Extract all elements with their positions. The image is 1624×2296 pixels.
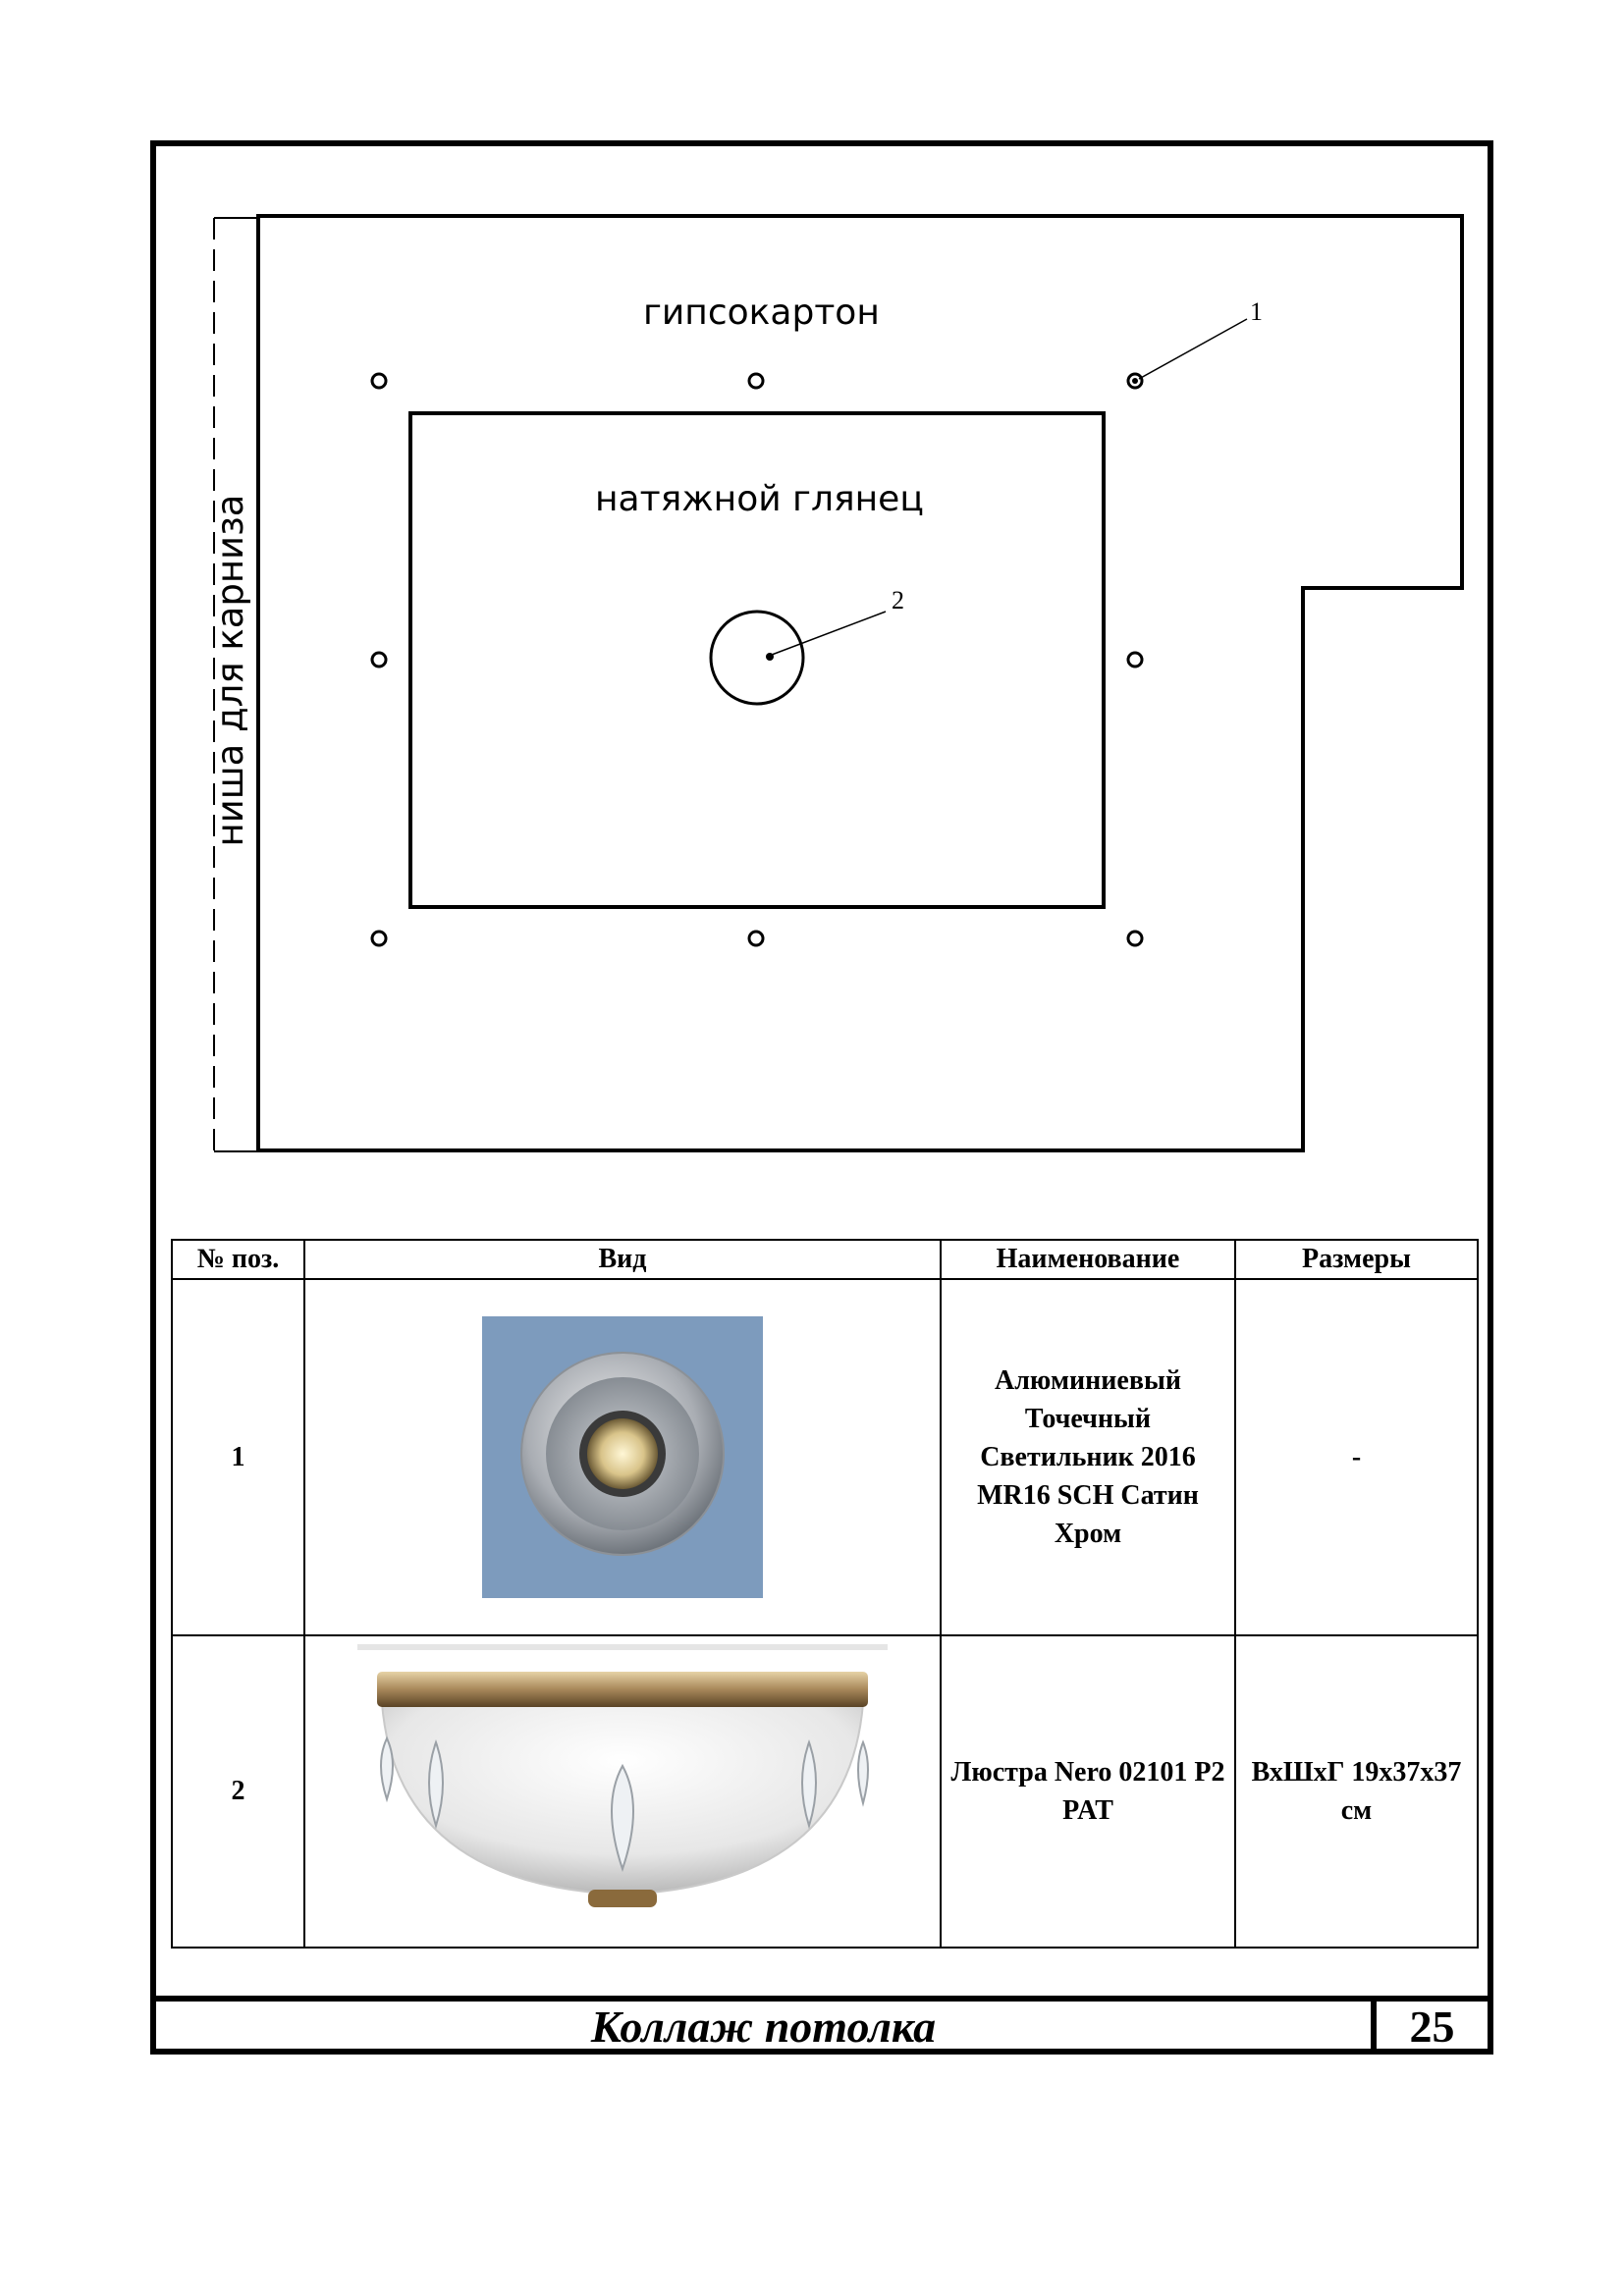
chandelier-marker (711, 612, 803, 704)
chandelier-photo (357, 1644, 888, 1939)
spotlight-marker (1128, 653, 1142, 667)
name-cell: Люстра Nero 02101 P2 PAT (941, 1635, 1235, 1948)
view-cell (304, 1279, 941, 1635)
header-view: Вид (304, 1240, 941, 1279)
callout-leader-1 (1139, 319, 1247, 379)
position-cell: 1 (172, 1279, 304, 1635)
spotlight-photo (482, 1316, 763, 1598)
callout-leader-2 (772, 612, 886, 655)
spotlight-marker (372, 932, 386, 945)
view-cell (304, 1635, 941, 1948)
position-cell: 2 (172, 1635, 304, 1948)
specification-table (171, 1239, 1479, 1949)
callout-number-1: 1 (1250, 297, 1263, 326)
table-header-row (172, 1240, 1478, 1279)
header-dimensions: Размеры (1235, 1240, 1478, 1279)
gloss-label: натяжной глянец (595, 479, 924, 519)
drywall-outline (258, 216, 1462, 1150)
name-cell: Алюминиевый Точечный Светильник 2016 MR16 SCH Сатин Хром (941, 1279, 1235, 1635)
drywall-label: гипсокартон (643, 293, 880, 333)
spotlight-marker (372, 374, 386, 388)
page-number: 25 (1409, 2002, 1455, 2052)
title-block (156, 1996, 1488, 2052)
spotlight-marker (749, 932, 763, 945)
spotlight-marker (372, 653, 386, 667)
spotlight-marker-center (1132, 378, 1138, 384)
niche-label: ниша для карниза (209, 494, 251, 847)
table-row (172, 1279, 1478, 1635)
table-row (172, 1635, 1478, 1948)
header-position: № поз. (172, 1240, 304, 1279)
sheet-title: Коллаж потолка (590, 2002, 937, 2052)
spotlight-marker (1128, 932, 1142, 945)
header-name: Наименование (941, 1240, 1235, 1279)
callout-number-2: 2 (892, 586, 904, 614)
dimensions-cell: ВхШхГ 19х37х37 см (1235, 1635, 1478, 1948)
dimensions-cell: - (1235, 1279, 1478, 1635)
spotlight-marker (749, 374, 763, 388)
